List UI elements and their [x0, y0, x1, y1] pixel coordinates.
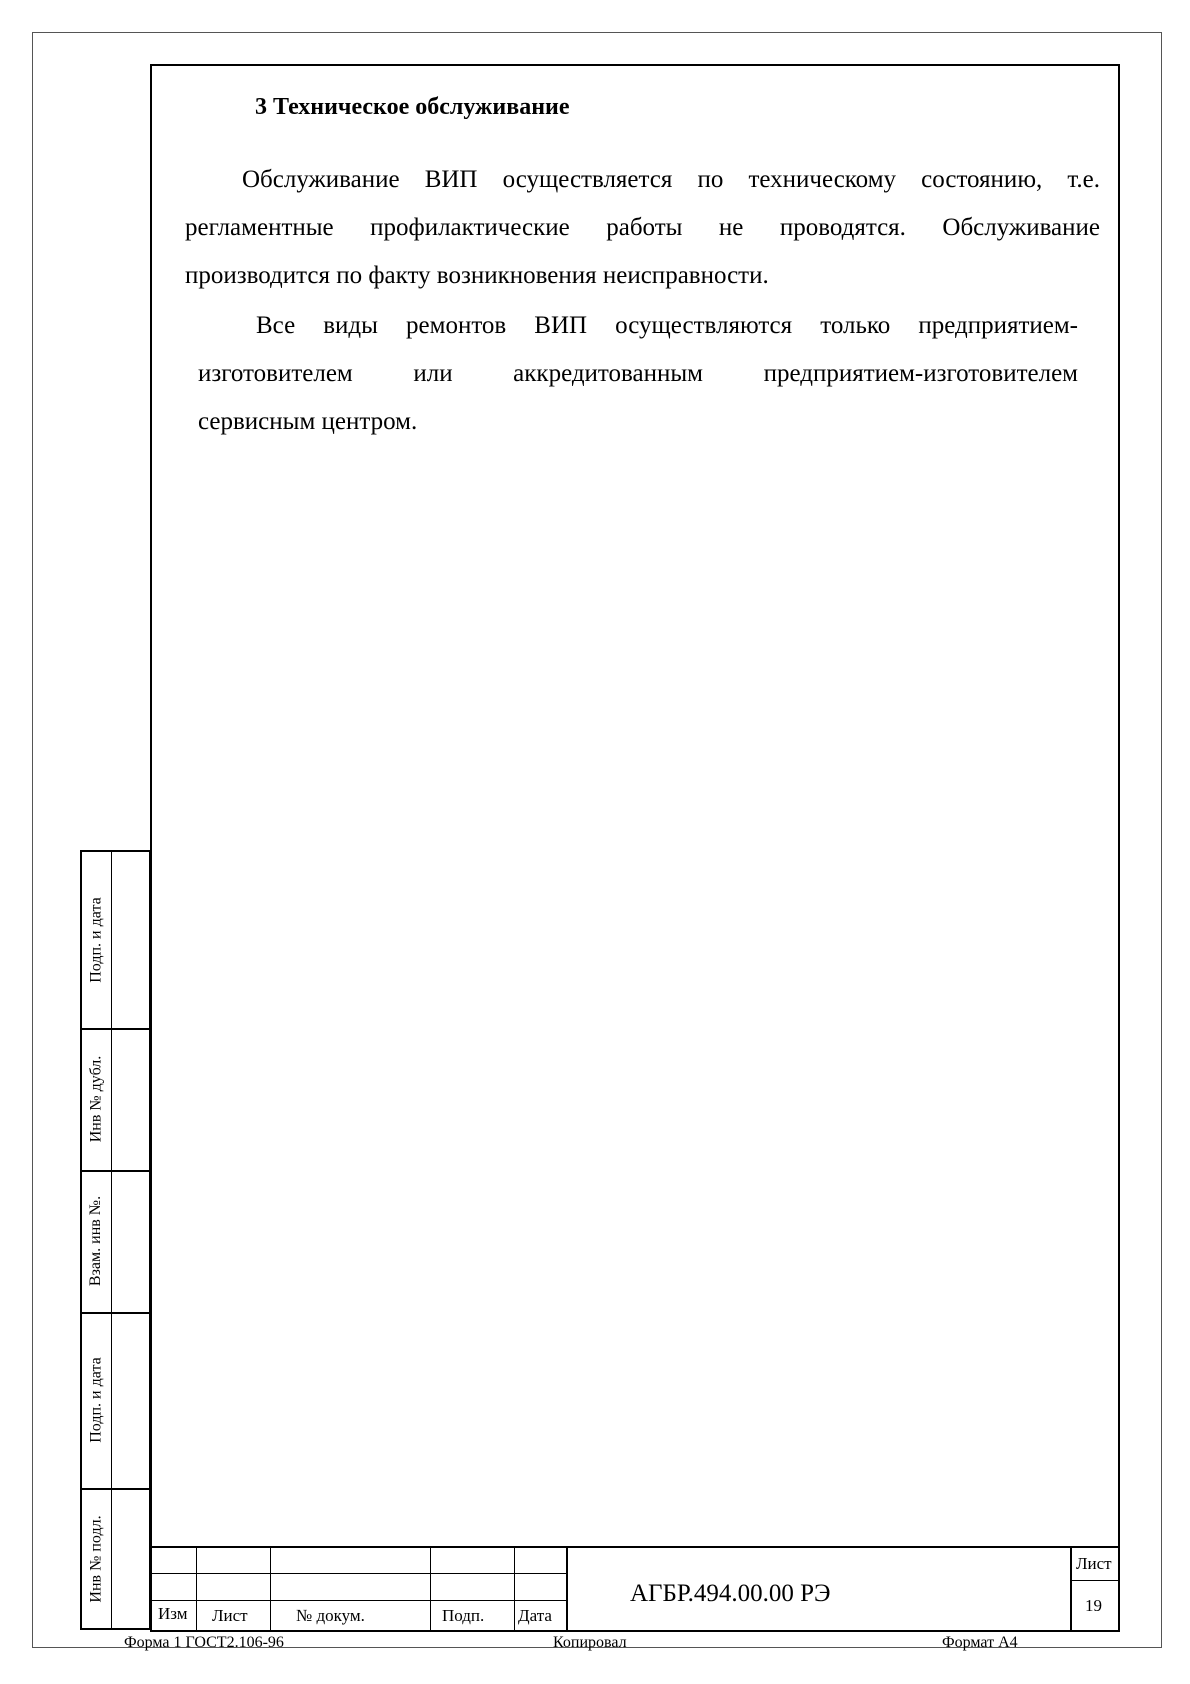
paragraph-1-line-1: Обслуживание ВИП осуществляется по техническому состоянию, т.е.	[242, 166, 1100, 193]
paragraph-2	[198, 302, 1078, 446]
paragraph-2-line-2: изготовителем или аккредитованным предприятием-изготовителем	[198, 360, 1078, 387]
side-label-orig-inv: Инв № подл.	[87, 1515, 105, 1603]
col-header-sheet: Лист	[212, 1606, 248, 1625]
paragraph-2-line-3: сервисным центром.	[198, 408, 418, 435]
sheet-label: Лист	[1076, 1554, 1112, 1573]
footer-copied: Копировал	[553, 1634, 627, 1651]
side-label-replace-inv: Взам. инв №.	[87, 1195, 105, 1287]
col-header-date: Дата	[518, 1606, 552, 1625]
section-heading: 3 Техническое обслуживание	[255, 94, 570, 120]
doc-code: АГБР.494.00.00 РЭ	[630, 1580, 831, 1607]
col-header-change: Изм	[158, 1604, 188, 1623]
side-label-sign-date-2: Подп. и дата	[87, 1357, 105, 1443]
side-stamp-divider	[111, 852, 112, 1628]
title-block	[150, 1546, 1120, 1632]
side-label-sign-date-1: Подп. и дата	[87, 897, 105, 983]
paragraph-1-line-3: производится по факту возникновения неисправности.	[185, 262, 769, 289]
paragraph-1	[185, 156, 1100, 300]
paragraph-2-line-1: Все виды ремонтов ВИП осуществляются только предприятием-	[256, 312, 1078, 339]
paragraph-1-line-2: регламентные профилактические работы не проводятся. Обслуживание	[185, 214, 1100, 241]
col-header-signature: Подп.	[442, 1606, 485, 1625]
footer-format: Формат А4	[942, 1634, 1018, 1651]
col-header-doc-number: № докум.	[296, 1606, 365, 1625]
side-label-dup-inv: Инв № дубл.	[87, 1055, 105, 1143]
sheet-number: 19	[1085, 1596, 1102, 1615]
side-stamp	[80, 850, 151, 1630]
footer-form: Форма 1 ГОСТ2.106-96	[124, 1634, 284, 1651]
